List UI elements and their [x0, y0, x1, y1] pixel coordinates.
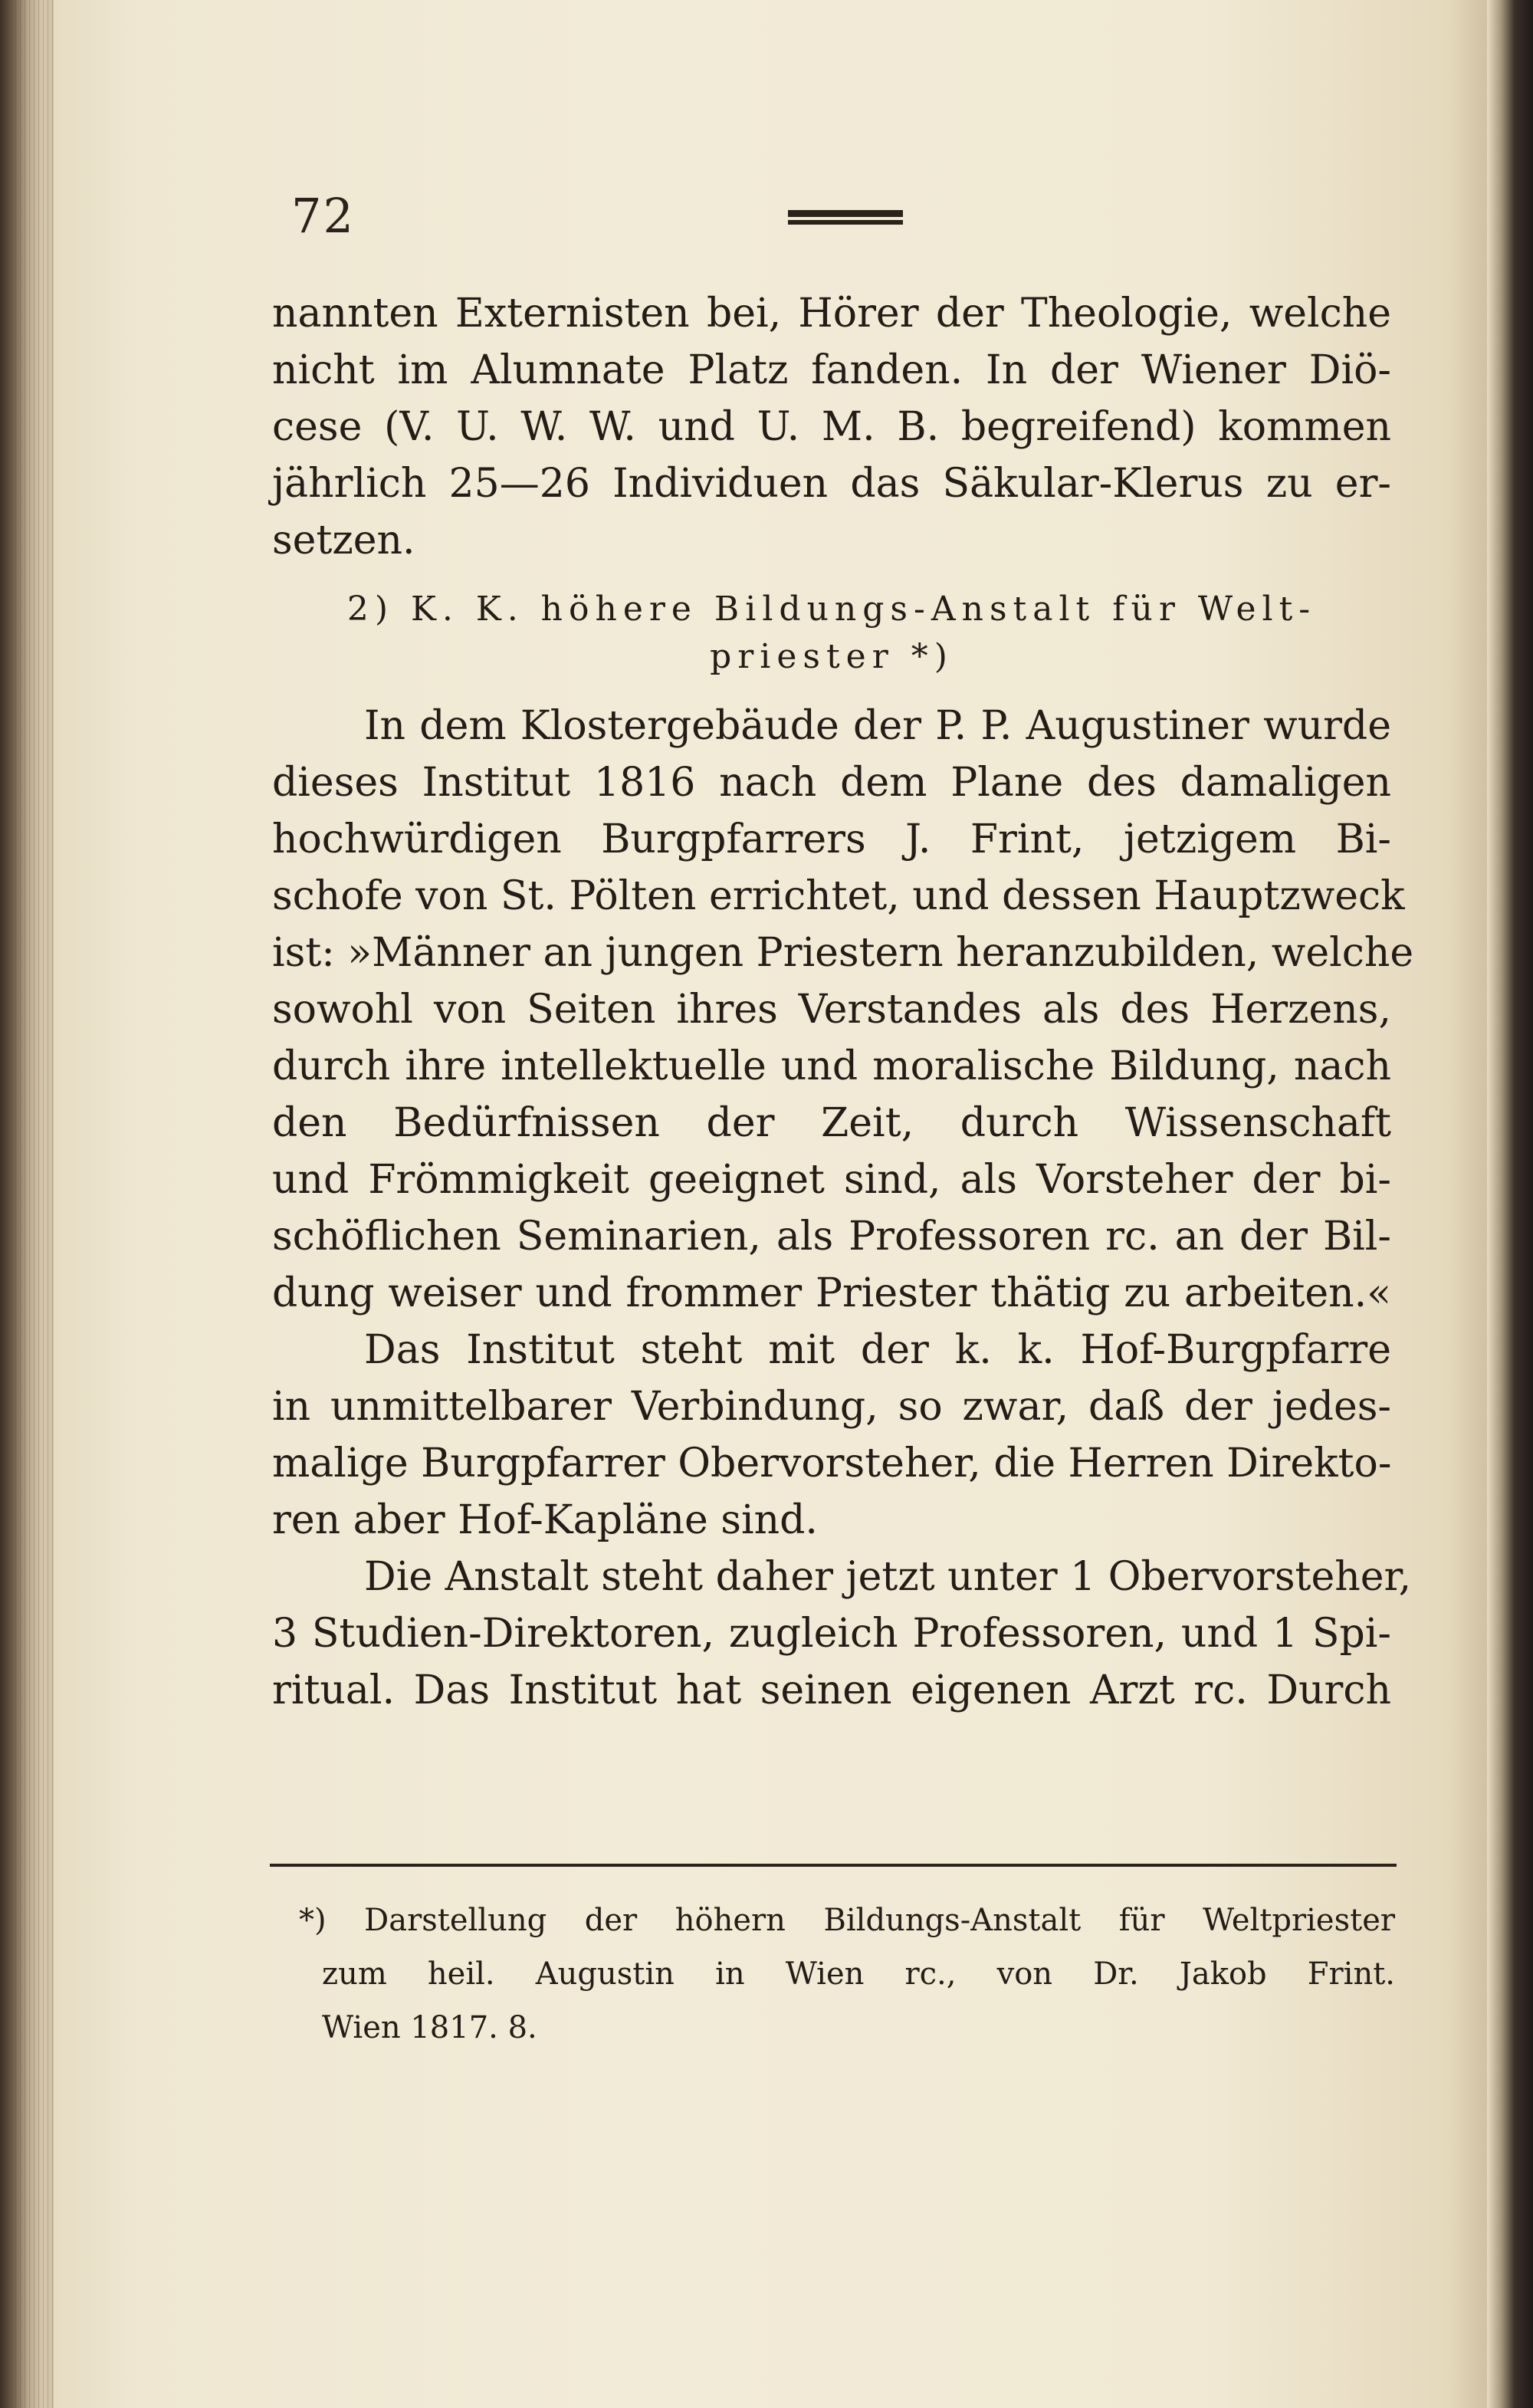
header-rule-thick [788, 210, 903, 217]
text-line: cese (V. U. W. W. und U. M. B. begreifend) kommen [272, 404, 1391, 450]
book-spine [1487, 0, 1533, 2408]
footnote [299, 1894, 1395, 2055]
main-text [272, 285, 1414, 1719]
text-line: malige Burgpfarrer Obervorsteher, die Herren Direkto- [272, 1441, 1392, 1487]
section-heading [272, 586, 1391, 681]
footnote-line: *) Darstellung der höhern Bildungs-Anstalt für Weltpriester [299, 1903, 1395, 1938]
text-line: hochwürdigen Burgpfarrers J. Frint, jetzigem Bi- [272, 816, 1391, 862]
footnote-rule [270, 1864, 1397, 1867]
footnote-line: zum heil. Augustin in Wien rc., von Dr. Jakob Frint. [322, 1956, 1395, 1992]
page-number: 72 [291, 188, 355, 244]
text-line: ritual. Das Institut hat seinen eigenen Arzt rc. Durch [272, 1667, 1391, 1713]
text-line: schofe von St. Pölten errichtet, und dessen Hauptzweck [272, 873, 1405, 919]
text-line: nannten Externisten bei, Hörer der Theologie, welche [272, 291, 1391, 337]
text-line: setzen. [272, 517, 415, 563]
text-line: dung weiser und frommer Priester thätig zu arbeiten.« [272, 1270, 1391, 1316]
text-line: In dem Klostergebäude der P. P. Augustiner wurde [364, 703, 1391, 749]
section-heading-line: 2) K. K. höhere Bildungs-Anstalt für Welt- [346, 590, 1317, 629]
text-line: ist: »Männer an jungen Priestern heranzubilden, welche [272, 930, 1414, 976]
text-line: jährlich 25—26 Individuen das Säkular-Klerus zu er- [272, 461, 1391, 507]
text-line: und Frömmigkeit geeignet sind, als Vorsteher der bi- [272, 1157, 1391, 1203]
text-line: Die Anstalt steht daher jetzt unter 1 Obervorsteher, [364, 1554, 1412, 1600]
text-line: den Bedürfnissen der Zeit, durch Wissenschaft [272, 1100, 1391, 1146]
section-heading-line: priester *) [710, 637, 954, 676]
text-line: sowohl von Seiten ihres Verstandes als des Herzens, [272, 987, 1391, 1033]
text-line: Das Institut steht mit der k. k. Hof-Burgpfarre [364, 1327, 1391, 1373]
text-line: durch ihre intellektuelle und moralische Bildung, nach [272, 1043, 1391, 1089]
text-line: 3 Studien-Direktoren, zugleich Professoren, und 1 Spi- [272, 1611, 1391, 1657]
header-rule [788, 210, 903, 227]
text-line: in unmittelbarer Verbindung, so zwar, daß der jedes- [272, 1384, 1391, 1430]
footnote-line: Wien 1817. 8. [322, 2010, 537, 2045]
text-line: nicht im Alumnate Platz fanden. In der Wiener Diö- [272, 347, 1391, 393]
text-line: ren aber Hof-Kapläne sind. [272, 1497, 818, 1543]
text-line: schöflichen Seminarien, als Professoren rc. an der Bil- [272, 1214, 1391, 1260]
header-rule-thin [788, 220, 903, 225]
text-line: dieses Institut 1816 nach dem Plane des damaligen [272, 760, 1391, 806]
